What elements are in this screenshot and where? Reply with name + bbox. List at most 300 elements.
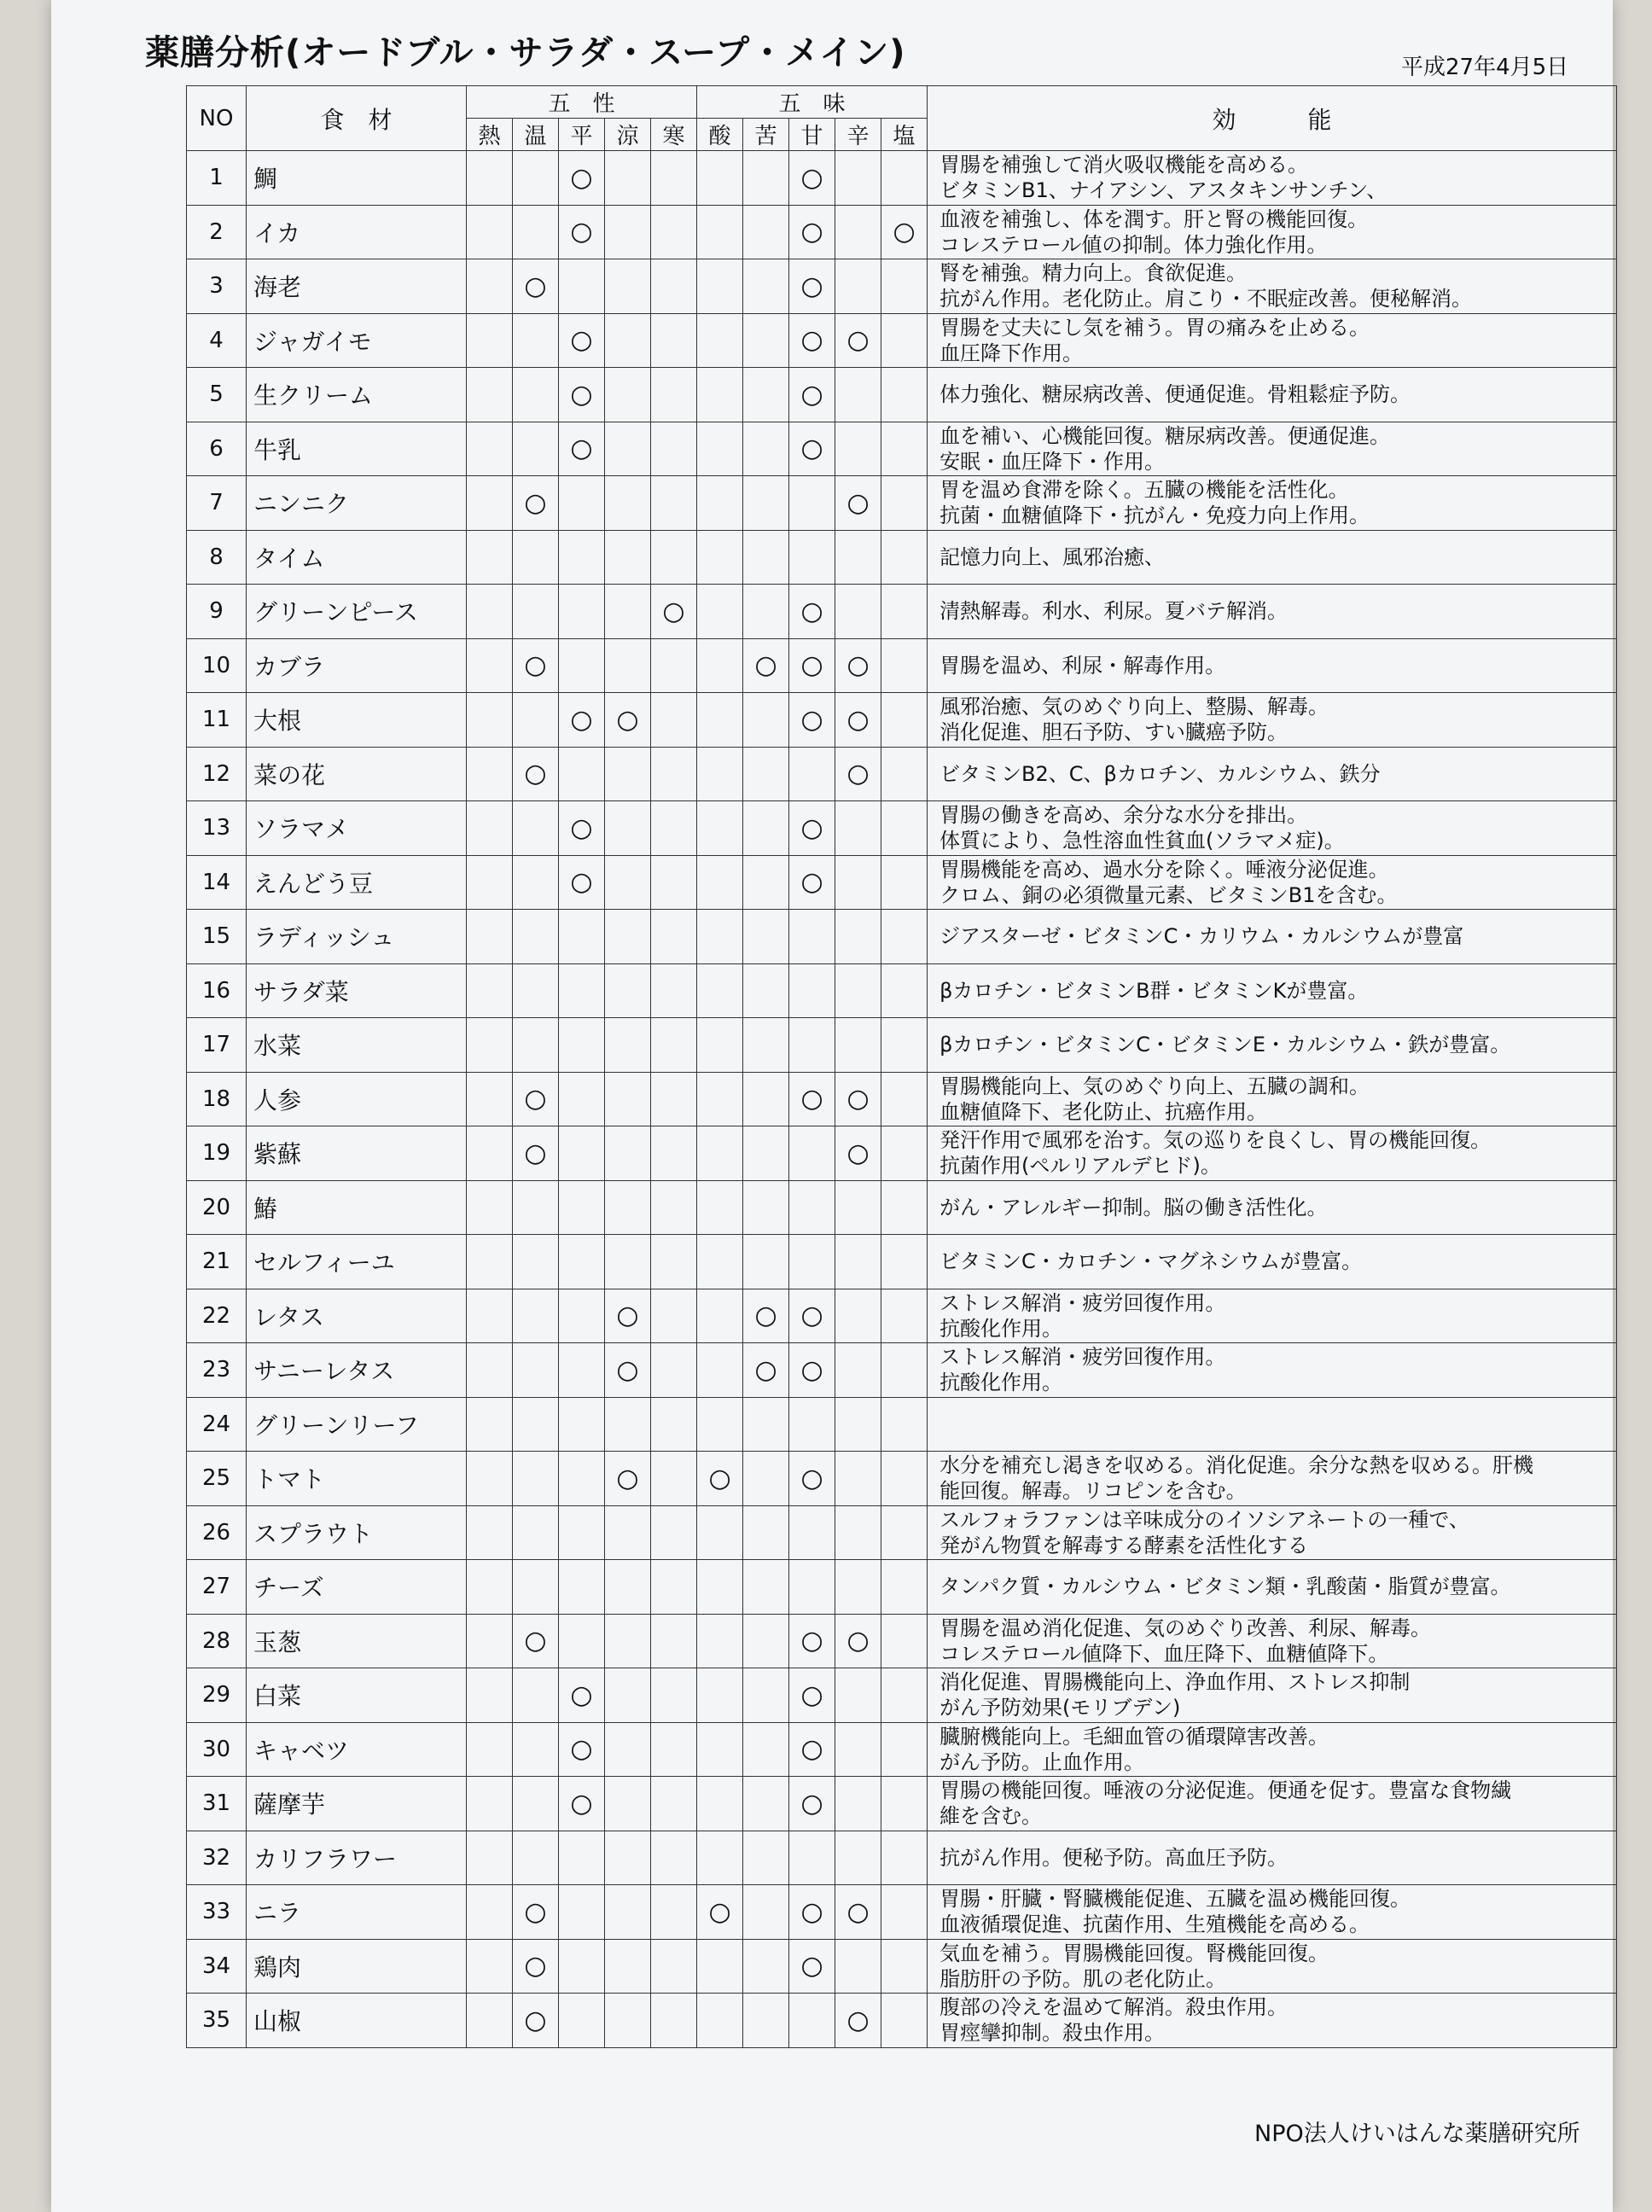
- mark-cell: [559, 1235, 605, 1289]
- mark-cell: [467, 1994, 513, 2048]
- effect-line: 風邪治癒、気のめぐり向上、整腸、解毒。: [939, 695, 1329, 719]
- circle-mark: ○: [570, 325, 593, 356]
- mark-cell: [513, 1452, 559, 1506]
- mark-cell: [605, 693, 651, 748]
- mark-cell: [743, 1614, 789, 1668]
- row-number: 29: [187, 1668, 247, 1723]
- circle-mark: ○: [524, 1084, 547, 1115]
- mark-cell: [743, 910, 789, 964]
- mark-cell: [513, 530, 559, 585]
- mark-cell: [467, 368, 513, 422]
- circle-mark: ○: [800, 271, 823, 301]
- effect-line: 水分を補充し渇きを収める。消化促進。余分な熱を収める。肝機: [939, 1453, 1534, 1478]
- circle-mark: ○: [800, 650, 823, 681]
- circle-mark: ○: [524, 2005, 547, 2035]
- mark-cell: [835, 530, 881, 585]
- header-effects: 効 能: [928, 86, 1617, 151]
- mark-cell: [881, 585, 928, 639]
- table-row: [187, 1452, 1617, 1506]
- ingredient-name: 生クリーム: [247, 368, 467, 422]
- row-number: 35: [187, 1994, 247, 2048]
- mark-cell: [835, 313, 881, 368]
- header-flavor-sour: 酸: [697, 119, 743, 151]
- ingredient-name: レタス: [247, 1289, 467, 1343]
- mark-cell: [789, 638, 835, 693]
- row-number: 25: [187, 1452, 247, 1506]
- mark-cell: [467, 855, 513, 910]
- mark-cell: [743, 1939, 789, 1994]
- document-title: 薬膳分析(オードブル・サラダ・スープ・メイン): [145, 33, 906, 73]
- mark-cell: [651, 1180, 697, 1235]
- row-number: 23: [187, 1343, 247, 1398]
- document-sheet: [51, 0, 1613, 2212]
- mark-cell: [697, 1994, 743, 2048]
- effect-line: 血液循環促進、抗菌作用、生殖機能を高める。: [939, 1912, 1370, 1937]
- mark-cell: [651, 422, 697, 476]
- mark-cell: [605, 1397, 651, 1452]
- mark-cell: [697, 1126, 743, 1181]
- ingredient-name: ソラマメ: [247, 801, 467, 856]
- circle-mark: ○: [800, 1951, 823, 1982]
- circle-mark: ○: [846, 325, 870, 356]
- mark-cell: [559, 1289, 605, 1343]
- mark-cell: [881, 693, 928, 748]
- mark-cell: [835, 422, 881, 476]
- mark-cell: [835, 1452, 881, 1506]
- mark-cell: [605, 1939, 651, 1994]
- mark-cell: [605, 1180, 651, 1235]
- effects-cell: [928, 1180, 1617, 1235]
- effect-line: 腎を補強。精力向上。食欲促進。: [939, 261, 1248, 286]
- mark-cell: [651, 1505, 697, 1560]
- mark-cell: [513, 1722, 559, 1777]
- mark-cell: [835, 1831, 881, 1885]
- row-number: 7: [187, 476, 247, 531]
- mark-cell: [743, 368, 789, 422]
- row-number: 6: [187, 422, 247, 476]
- mark-cell: [697, 476, 743, 531]
- mark-cell: [513, 205, 559, 259]
- circle-mark: ○: [800, 1354, 823, 1385]
- mark-cell: [467, 1235, 513, 1289]
- effect-line: 抗菌作用(ペルリアルデヒド)。: [939, 1154, 1221, 1179]
- mark-cell: [881, 1180, 928, 1235]
- mark-cell: [881, 205, 928, 259]
- table-row: [187, 205, 1617, 259]
- mark-cell: [559, 1126, 605, 1181]
- mark-cell: [513, 585, 559, 639]
- mark-cell: [513, 1777, 559, 1831]
- ingredient-name: キャベツ: [247, 1722, 467, 1777]
- mark-cell: [513, 1885, 559, 1940]
- row-number: 13: [187, 801, 247, 856]
- mark-cell: [559, 963, 605, 1018]
- mark-cell: [467, 585, 513, 639]
- mark-cell: [559, 422, 605, 476]
- mark-cell: [605, 151, 651, 206]
- table-row: [187, 1072, 1617, 1126]
- mark-cell: [651, 585, 697, 639]
- table-row: [187, 1289, 1617, 1343]
- mark-cell: [467, 1126, 513, 1181]
- mark-cell: [789, 1777, 835, 1831]
- document-footer: NPO法人けいはんな薬膳研究所: [1254, 2121, 1580, 2147]
- mark-cell: [697, 1397, 743, 1452]
- mark-cell: [651, 1722, 697, 1777]
- effect-line: 消化促進、胆石予防、すい臓癌予防。: [939, 720, 1288, 745]
- ingredient-name: カリフラワー: [247, 1831, 467, 1885]
- table-row: [187, 638, 1617, 693]
- mark-cell: [467, 1560, 513, 1615]
- mark-cell: [697, 205, 743, 259]
- header-nature-warm: 温: [513, 119, 559, 151]
- ingredient-name: 白菜: [247, 1668, 467, 1723]
- mark-cell: [881, 855, 928, 910]
- mark-cell: [559, 476, 605, 531]
- mark-cell: [605, 1614, 651, 1668]
- mark-cell: [559, 1397, 605, 1452]
- effect-line: 気血を補う。胃腸機能回復。腎機能回復。: [939, 1941, 1329, 1965]
- mark-cell: [835, 1072, 881, 1126]
- mark-cell: [835, 1505, 881, 1560]
- table-row: [187, 1722, 1617, 1777]
- mark-cell: [789, 530, 835, 585]
- mark-cell: [881, 1939, 928, 1994]
- circle-mark: ○: [893, 217, 916, 247]
- table-row: [187, 1397, 1617, 1452]
- table-row: [187, 422, 1617, 476]
- mark-cell: [559, 1560, 605, 1615]
- mark-cell: [513, 1235, 559, 1289]
- circle-mark: ○: [524, 1626, 547, 1656]
- circle-mark: ○: [800, 379, 823, 410]
- mark-cell: [513, 1018, 559, 1073]
- effect-line: タンパク質・カルシウム・ビタミン類・乳酸菌・脂質が豊富。: [939, 1575, 1511, 1599]
- effect-line: 清熱解毒。利水、利尿。夏バテ解消。: [939, 599, 1288, 624]
- mark-cell: [513, 1126, 559, 1181]
- table-row: [187, 963, 1617, 1018]
- ingredient-name: ラディッシュ: [247, 910, 467, 964]
- effect-line: 維を含む。: [939, 1804, 1043, 1829]
- mark-cell: [743, 1885, 789, 1940]
- mark-cell: [467, 476, 513, 531]
- table-row: [187, 693, 1617, 748]
- mark-cell: [467, 747, 513, 801]
- table-row: [187, 368, 1617, 422]
- mark-cell: [881, 476, 928, 531]
- mark-cell: [835, 747, 881, 801]
- effect-line: がん予防効果(モリブデン): [939, 1696, 1181, 1720]
- mark-cell: [881, 422, 928, 476]
- mark-cell: [513, 313, 559, 368]
- mark-cell: [789, 801, 835, 856]
- ingredient-name: グリーンリーフ: [247, 1397, 467, 1452]
- mark-cell: [697, 1018, 743, 1073]
- mark-cell: [651, 1235, 697, 1289]
- mark-cell: [835, 151, 881, 206]
- effect-line: 血圧降下作用。: [939, 341, 1084, 365]
- mark-cell: [605, 1831, 651, 1885]
- ingredient-name: チーズ: [247, 1560, 467, 1615]
- effects-cell: [928, 1018, 1617, 1073]
- mark-cell: [467, 1831, 513, 1885]
- row-number: 22: [187, 1289, 247, 1343]
- mark-cell: [789, 1180, 835, 1235]
- effects-cell: [928, 1289, 1617, 1343]
- mark-cell: [835, 855, 881, 910]
- mark-cell: [835, 368, 881, 422]
- effects-cell: [928, 1777, 1617, 1831]
- effect-line: 発がん物質を解毒する酵素を活性化する: [939, 1533, 1309, 1557]
- mark-cell: [605, 205, 651, 259]
- circle-mark: ○: [800, 1679, 823, 1710]
- effect-line: 抗がん作用。老化防止。肩こり・不眠症改善。便秘解消。: [939, 287, 1473, 311]
- ingredient-name: ニラ: [247, 1885, 467, 1940]
- mark-cell: [651, 1289, 697, 1343]
- mark-cell: [835, 693, 881, 748]
- mark-cell: [513, 693, 559, 748]
- mark-cell: [605, 476, 651, 531]
- header-nature-cold: 寒: [651, 119, 697, 151]
- mark-cell: [513, 151, 559, 206]
- mark-cell: [559, 1722, 605, 1777]
- row-number: 20: [187, 1180, 247, 1235]
- mark-cell: [881, 1072, 928, 1126]
- mark-cell: [559, 1018, 605, 1073]
- table-row: [187, 476, 1617, 531]
- effects-cell: [928, 638, 1617, 693]
- mark-cell: [651, 1668, 697, 1723]
- mark-cell: [605, 1289, 651, 1343]
- effect-line: 体質により、急性溶血性貧血(ソラマメ症)。: [939, 829, 1345, 853]
- effect-line: 抗酸化作用。: [939, 1371, 1063, 1395]
- table-row: [187, 259, 1617, 314]
- circle-mark: ○: [662, 596, 685, 626]
- effect-line: βカロチン・ビタミンC・ビタミンE・カルシウム・鉄が豊富。: [939, 1033, 1511, 1057]
- row-number: 19: [187, 1126, 247, 1181]
- mark-cell: [559, 205, 605, 259]
- mark-cell: [559, 1180, 605, 1235]
- mark-cell: [651, 1126, 697, 1181]
- effects-cell: [928, 693, 1617, 748]
- table-row: [187, 1235, 1617, 1289]
- circle-mark: ○: [616, 704, 639, 735]
- ingredient-name: 鰆: [247, 1180, 467, 1235]
- mark-cell: [789, 1939, 835, 1994]
- row-number: 11: [187, 693, 247, 748]
- mark-cell: [697, 1939, 743, 1994]
- effects-cell: [928, 1885, 1617, 1940]
- row-number: 33: [187, 1885, 247, 1940]
- mark-cell: [651, 476, 697, 531]
- effect-line: クロム、銅の必須微量元素、ビタミンB1を含む。: [939, 882, 1398, 907]
- mark-cell: [835, 801, 881, 856]
- mark-cell: [651, 801, 697, 856]
- effect-line: ビタミンB1、ナイアシン、アスタキンサンチン、: [939, 178, 1387, 203]
- row-number: 14: [187, 855, 247, 910]
- mark-cell: [743, 1018, 789, 1073]
- document-date: 平成27年4月5日: [1401, 55, 1569, 80]
- effect-line: がん・アレルギー抑制。脳の働き活性化。: [939, 1195, 1328, 1220]
- mark-cell: [559, 151, 605, 206]
- mark-cell: [881, 1560, 928, 1615]
- mark-cell: [881, 910, 928, 964]
- row-number: 1: [187, 151, 247, 206]
- mark-cell: [743, 585, 789, 639]
- effects-cell: [928, 259, 1617, 314]
- mark-cell: [743, 313, 789, 368]
- mark-cell: [835, 1560, 881, 1615]
- mark-cell: [605, 1452, 651, 1506]
- mark-cell: [881, 1668, 928, 1723]
- mark-cell: [835, 1126, 881, 1181]
- effect-line: スルフォラファンは辛味成分のイソシアネートの一種で、: [939, 1507, 1469, 1532]
- circle-mark: ○: [524, 271, 547, 301]
- mark-cell: [467, 1777, 513, 1831]
- table-row: [187, 1668, 1617, 1723]
- mark-cell: [651, 1885, 697, 1940]
- mark-cell: [467, 1614, 513, 1668]
- table-row: [187, 1180, 1617, 1235]
- mark-cell: [743, 801, 789, 856]
- mark-cell: [881, 638, 928, 693]
- mark-cell: [513, 1614, 559, 1668]
- table-row: [187, 747, 1617, 801]
- mark-cell: [835, 638, 881, 693]
- row-number: 24: [187, 1397, 247, 1452]
- mark-cell: [881, 530, 928, 585]
- mark-cell: [559, 1343, 605, 1398]
- mark-cell: [743, 1126, 789, 1181]
- mark-cell: [651, 151, 697, 206]
- mark-cell: [559, 1831, 605, 1885]
- row-number: 31: [187, 1777, 247, 1831]
- mark-cell: [835, 205, 881, 259]
- mark-cell: [467, 313, 513, 368]
- circle-mark: ○: [524, 1951, 547, 1982]
- row-number: 12: [187, 747, 247, 801]
- header-no: NO: [187, 86, 247, 151]
- ingredient-name: カブラ: [247, 638, 467, 693]
- circle-mark: ○: [800, 867, 823, 898]
- mark-cell: [467, 530, 513, 585]
- mark-cell: [835, 585, 881, 639]
- mark-cell: [651, 259, 697, 314]
- mark-cell: [835, 963, 881, 1018]
- circle-mark: ○: [846, 1138, 870, 1168]
- mark-cell: [605, 1668, 651, 1723]
- header-flavor-sweet: 甘: [789, 119, 835, 151]
- ingredient-name: 紫蘇: [247, 1126, 467, 1181]
- mark-cell: [651, 638, 697, 693]
- mark-cell: [467, 693, 513, 748]
- mark-cell: [789, 855, 835, 910]
- effect-line: 抗酸化作用。: [939, 1316, 1063, 1341]
- mark-cell: [789, 747, 835, 801]
- table-row: [187, 1885, 1617, 1940]
- row-number: 15: [187, 910, 247, 964]
- mark-cell: [789, 1343, 835, 1398]
- mark-cell: [835, 476, 881, 531]
- mark-cell: [697, 313, 743, 368]
- mark-cell: [697, 1343, 743, 1398]
- effect-line: ジアスターゼ・ビタミンC・カリウム・カルシウムが豊富: [939, 924, 1464, 949]
- mark-cell: [743, 1180, 789, 1235]
- row-number: 28: [187, 1614, 247, 1668]
- effect-line: がん予防。止血作用。: [939, 1749, 1145, 1774]
- row-number: 8: [187, 530, 247, 585]
- mark-cell: [697, 151, 743, 206]
- effects-cell: [928, 801, 1617, 856]
- mark-cell: [697, 1235, 743, 1289]
- effect-line: 抗菌・血糖値降下・抗がん・免疫力向上作用。: [939, 504, 1370, 528]
- mark-cell: [881, 151, 928, 206]
- mark-cell: [697, 1722, 743, 1777]
- ingredient-name: 水菜: [247, 1018, 467, 1073]
- mark-cell: [467, 1018, 513, 1073]
- mark-cell: [743, 1777, 789, 1831]
- table-row: [187, 910, 1617, 964]
- mark-cell: [605, 747, 651, 801]
- circle-mark: ○: [616, 1354, 639, 1385]
- mark-cell: [605, 1072, 651, 1126]
- mark-cell: [835, 1289, 881, 1343]
- mark-cell: [789, 1126, 835, 1181]
- effects-cell: [928, 530, 1617, 585]
- herbal-analysis-table: [186, 85, 1617, 2048]
- header-nature-neutral: 平: [559, 119, 605, 151]
- effects-cell: [928, 1614, 1617, 1668]
- mark-cell: [651, 1072, 697, 1126]
- mark-cell: [835, 910, 881, 964]
- circle-mark: ○: [708, 1463, 731, 1493]
- circle-mark: ○: [846, 1896, 870, 1927]
- mark-cell: [467, 1072, 513, 1126]
- effect-line: 臓腑機能向上。毛細血管の循環障害改善。: [939, 1724, 1329, 1749]
- effect-line: 体力強化、糖尿病改善、便通促進。骨粗鬆症予防。: [939, 382, 1411, 407]
- mark-cell: [789, 1668, 835, 1723]
- effect-line: 胃を温め食滞を除く。五臓の機能を活性化。: [939, 478, 1349, 503]
- mark-cell: [835, 1018, 881, 1073]
- effect-line: 血を補い、心機能回復。糖尿病改善。便通促進。: [939, 423, 1391, 448]
- ingredient-name: 薩摩芋: [247, 1777, 467, 1831]
- mark-cell: [789, 1722, 835, 1777]
- mark-cell: [467, 1289, 513, 1343]
- mark-cell: [467, 638, 513, 693]
- circle-mark: ○: [570, 1788, 593, 1819]
- circle-mark: ○: [846, 704, 870, 735]
- mark-cell: [559, 910, 605, 964]
- effects-cell: [928, 368, 1617, 422]
- table-row: [187, 1614, 1617, 1668]
- mark-cell: [559, 313, 605, 368]
- circle-mark: ○: [800, 1301, 823, 1331]
- ingredient-name: 鯛: [247, 151, 467, 206]
- mark-cell: [513, 855, 559, 910]
- effects-cell: [928, 151, 1617, 206]
- mark-cell: [651, 1777, 697, 1831]
- mark-cell: [513, 801, 559, 856]
- mark-cell: [513, 1939, 559, 1994]
- mark-cell: [467, 1668, 513, 1723]
- row-number: 17: [187, 1018, 247, 1073]
- mark-cell: [513, 259, 559, 314]
- effect-line: 脂肪肝の予防。肌の老化防止。: [939, 1966, 1227, 1991]
- mark-cell: [651, 963, 697, 1018]
- circle-mark: ○: [524, 650, 547, 681]
- effects-cell: [928, 476, 1617, 531]
- mark-cell: [743, 1994, 789, 2048]
